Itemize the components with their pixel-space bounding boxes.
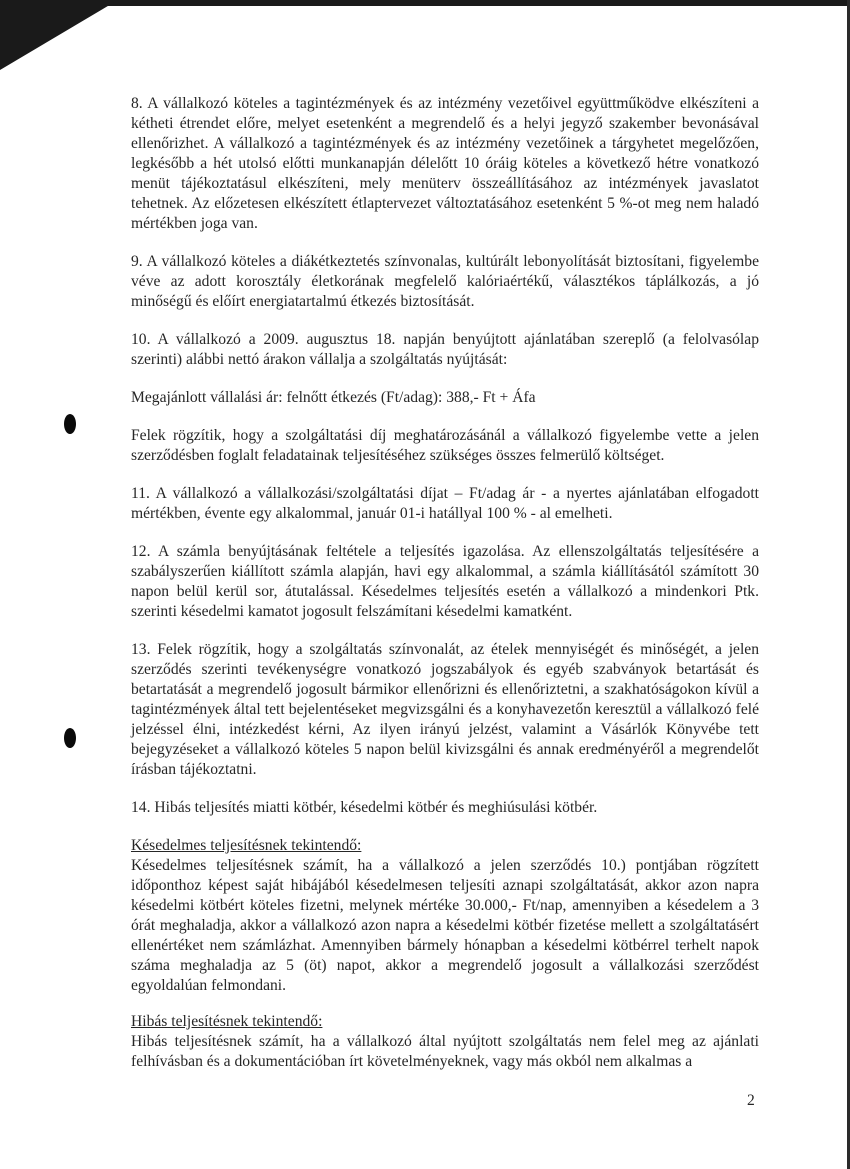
price-offer-line: Megajánlott vállalási ár: felnőtt étkezés (Ft/adag): 388,- Ft + Áfa xyxy=(131,389,536,406)
late-performance-heading: Késedelmes teljesítésnek tekintendő: xyxy=(131,837,362,854)
paragraph-9: 9. A vállalkozó köteles a diákétkeztetés színvonalas, kultúrált lebonyolítását biztosítani, figyelembe véve az adott korosztály életkorának megfelelő kalóriaértékű, választékos táplálkozás, a jó minőségű és előírt energiatartalmú étkezés biztosítását. xyxy=(131,253,759,310)
paragraph-13: 13. Felek rögzítik, hogy a szolgáltatás színvonalát, az ételek mennyiségét és minőségét, a jelen szerződés szerinti tevékenységre vonatkozó jogszabályok és egyéb szabványok betartását és betartatását a megrendelő jogosult bármikor ellenőrizni és ellenőriztetni, a szakhatóságokon kívül a tagintézmények által tett bejelentéseket megvizsgálni és a konyhavezetőn keresztül a vállalkozó felé jelzéssel élni, intézkedést kérni, Az ilyen irányú jelzést, valamint a Vásárlók Könyvébe tett bejegyzéseket a vállalkozó köteles 5 napon belül kivizsgálni és annak eredményéről a megrendelőt írásban tájékoztatni. xyxy=(131,641,759,778)
paragraph-12: 12. A számla benyújtásának feltétele a teljesítés igazolása. Az ellenszolgáltatás teljesítésére a szabályszerűen kiállított számla alapján, havi egy alkalommal, a számla kiállításától számított 30 napon belül kerül sor, átutalással. Késedelmes teljesítés esetén a vállalkozó a mindenkori Ptk. szerinti késedelmi kamatot jogosult felszámítani késedelmi kamatként. xyxy=(131,543,759,620)
document-body xyxy=(131,94,759,1090)
paragraph-8: 8. A vállalkozó köteles a tagintézmények és az intézmény vezetőivel együttműködve elkészíteni a kétheti étrendet előre, melyet esetenként a megrendelő és a helyi jegyző szakember bevonásával ellenőrizhet. A vállalkozó a tagintézmények és az intézmény vezetőinek a tárgyhetet megelőzően, legkésőbb a hét utolsó előtti munkanapján délelőtt 10 óráig köteles a következő hétre vonatkozó menüt tájékoztatásul elkészíteni, mely menüterv összeállításához az intézmények javaslatot tehetnek. Az előzetesen elkészített étlaptervezet változtatásához esetenként 5 %-ot meg nem haladó mértékben joga van. xyxy=(131,95,759,232)
scan-edge-top xyxy=(0,0,850,6)
paragraph-11: 11. A vállalkozó a vállalkozási/szolgáltatási díjat – Ft/adag ár - a nyertes ajánlatában elfogadott mértékben, évente egy alkalommal, január 01-i hatállyal 100 % - al emelheti. xyxy=(131,485,759,522)
late-performance-text: Késedelmes teljesítésnek számít, ha a vállalkozó a jelen szerződés 10.) pontjában rögzített időponthoz képest saját hibájából késedelmesen teljesíti aznapi szolgáltatását, akkor azon napra késedelmi kötbért köteles fizetni, melynek mértéke 30.000,- Ft/nap, amennyiben a késedelem a 3 órát meghaladja, akkor a vállalkozó azon napra a késedelmi kötbér fizetése mellett a szolgáltatásért ellenértéket nem számlázhat. Amennyiben bármely hónapban a késedelmi kötbérrel terhelt napok száma meghaladja az 5 (öt) napot, akkor a megrendelő jogosult a vállalkozási szerződést egyoldalúan felmondani. xyxy=(131,857,759,994)
faulty-performance-section xyxy=(131,1012,759,1072)
page-number: 2 xyxy=(747,1092,755,1109)
punch-hole-lower xyxy=(64,728,76,748)
late-performance-section xyxy=(131,836,759,996)
scan-corner-shadow xyxy=(0,0,118,70)
paragraph-14: 14. Hibás teljesítés miatti kötbér, késedelmi kötbér és meghiúsulási kötbér. xyxy=(131,799,598,816)
faulty-performance-text: Hibás teljesítésnek számít, ha a vállalkozó által nyújtott szolgáltatás nem felel meg az ajánlati felhívásban és a dokumentációban írt követelményeknek, vagy más okból nem alkalmas a xyxy=(131,1033,759,1070)
paragraph-10: 10. A vállalkozó a 2009. augusztus 18. napján benyújtott ajánlatában szereplő (a felolvasólap szerinti) alábbi nettó árakon vállalja a szolgáltatás nyújtását: xyxy=(131,331,759,368)
punch-hole-upper xyxy=(64,414,76,434)
service-fee-clause: Felek rögzítik, hogy a szolgáltatási díj meghatározásánál a vállalkozó figyelembe vette a jelen szerződésben foglalt feladatainak teljesítéséhez szükséges összes felmerülő költséget. xyxy=(131,427,759,464)
faulty-performance-heading: Hibás teljesítésnek tekintendő: xyxy=(131,1013,323,1030)
